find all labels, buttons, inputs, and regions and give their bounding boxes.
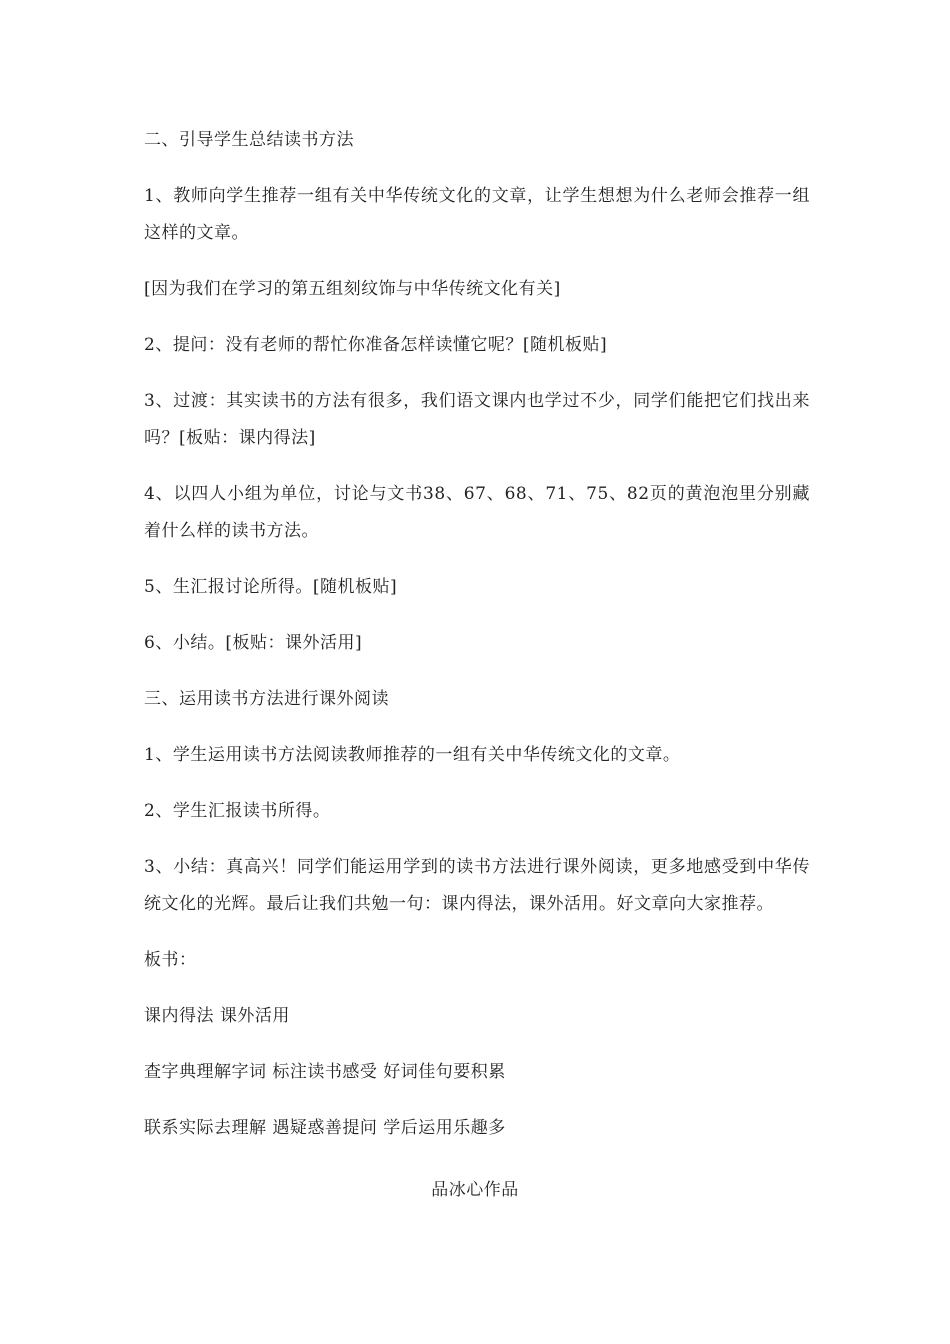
paragraph-step-6: 6、小结。[板贴：课外活用] — [144, 633, 363, 653]
blackboard-line-1: 课内得法 课外活用 — [144, 1006, 290, 1026]
section-heading-2: 二、引导学生总结读书方法 — [144, 130, 354, 150]
page-footer: 品冰心作品 — [431, 1180, 519, 1200]
paragraph-step-4: 4、以四人小组为单位，讨论与文书38、67、68、71、75、82页的黄泡泡里分别藏着什么样的读书方法。 — [144, 484, 810, 541]
paragraph-step-3-1: 1、学生运用读书方法阅读教师推荐的一组有关中华传统文化的文章。 — [144, 745, 681, 765]
section-heading-3: 三、运用读书方法进行课外阅读 — [144, 689, 389, 709]
blackboard-line-3: 联系实际去理解 遇疑惑善提问 学后运用乐趣多 — [144, 1118, 506, 1138]
paragraph-step-3-3: 3、小结：真高兴！同学们能运用学到的读书方法进行课外阅读，更多地感受到中华传统文化的光辉。最后让我们共勉一句：课内得法，课外活用。好文章向大家推荐。 — [144, 857, 810, 914]
document-body — [144, 122, 810, 1166]
paragraph-step-2: 2、提问：没有老师的帮忙你准备怎样读懂它呢？[随机板贴] — [144, 335, 608, 355]
blackboard-line-2: 查字典理解字词 标注读书感受 好词佳句要积累 — [144, 1062, 506, 1082]
paragraph-step-3-2: 2、学生汇报读书所得。 — [144, 801, 331, 821]
blackboard-heading: 板书： — [144, 950, 197, 970]
paragraph-step-1: 1、教师向学生推荐一组有关中华传统文化的文章，让学生想想为什么老师会推荐一组这样的文章。 — [144, 186, 810, 243]
paragraph-step-5: 5、生汇报讨论所得。[随机板贴] — [144, 577, 398, 597]
paragraph-note: [因为我们在学习的第五组刻纹饰与中华传统文化有关] — [144, 279, 561, 299]
paragraph-step-3: 3、过渡：其实读书的方法有很多，我们语文课内也学过不少，同学们能把它们找出来吗？[板贴：课内得法] — [144, 391, 810, 448]
